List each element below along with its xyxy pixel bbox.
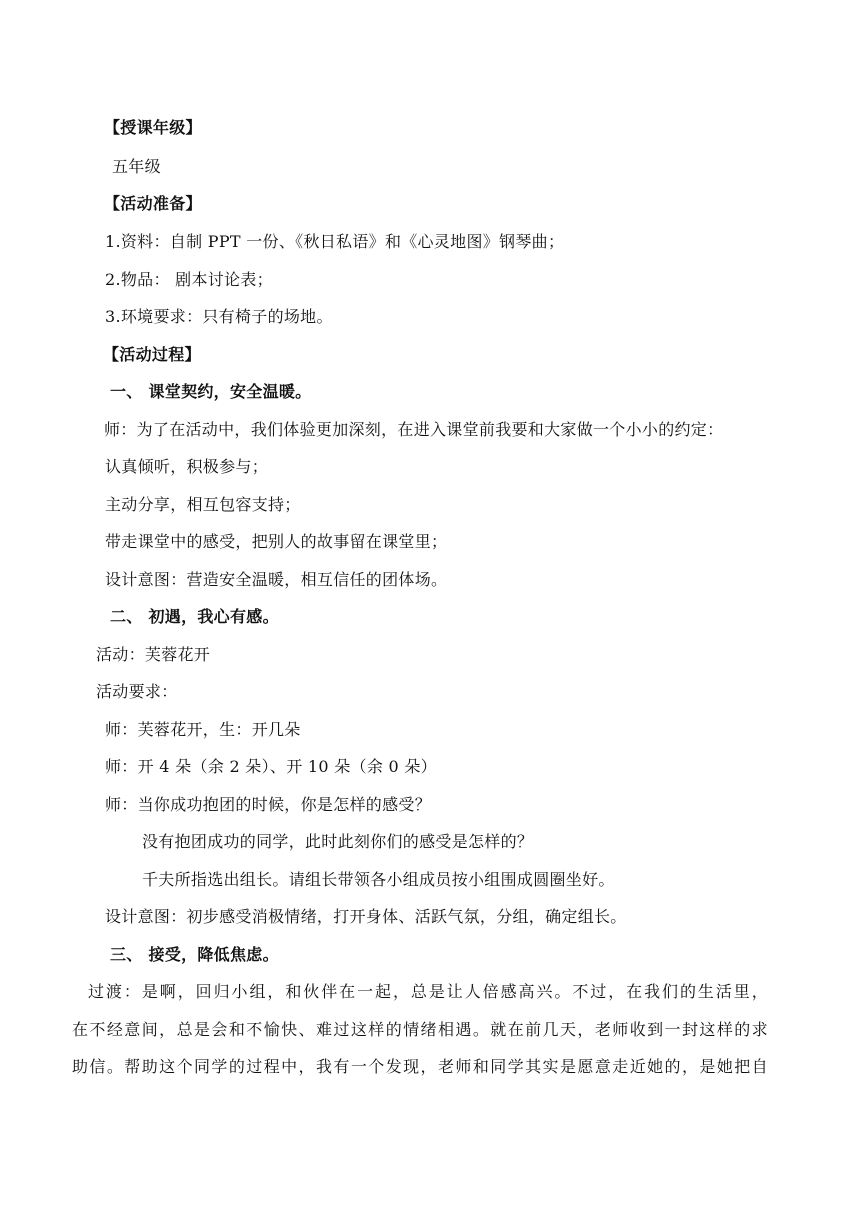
teacher-line-5: 千夫所指选出组长。请组长带领各小组成员按小组围成圆圈坐好。 <box>142 870 615 889</box>
activity-requirements: 活动要求： <box>96 682 178 701</box>
transition-paragraph-line-1: 过渡：是啊，回归小组，和伙伴在一起，总是让人倍感高兴。不过，在我们的生活里， <box>88 982 768 1001</box>
contract-rule-1: 认真倾听，积极参与； <box>105 457 269 476</box>
preparation-item-environment: 3.环境要求：只有椅子的场地。 <box>105 307 333 326</box>
section-heading-grade: 【授课年级】 <box>104 118 202 137</box>
contract-rule-3: 带走课堂中的感受，把别人的故事留在课堂里； <box>105 532 448 551</box>
teacher-line-3: 师：当你成功抱团的时候，你是怎样的感受？ <box>105 795 432 814</box>
activity-name: 活动：芙蓉花开 <box>96 645 211 664</box>
transition-paragraph-line-3: 助信。帮助这个同学的过程中，我有一个发现，老师和同学其实是愿意走近她的，是她把自 <box>72 1057 768 1076</box>
contract-rule-2: 主动分享，相互包容支持； <box>105 495 301 514</box>
design-intent-2: 设计意图：初步感受消极情绪，打开身体、活跃气氛，分组，确定组长。 <box>105 907 627 926</box>
teacher-line-4: 没有抱团成功的同学，此时此刻你们的感受是怎样的？ <box>142 832 534 851</box>
transition-paragraph-line-2: 在不经意间，总是会和不愉快、难过这样的情绪相遇。就在前几天，老师收到一封这样的求 <box>72 1020 768 1039</box>
teacher-line-2: 师：开 4 朵（余 2 朵）、开 10 朵（余 0 朵） <box>105 757 437 776</box>
section-heading-process: 【活动过程】 <box>103 345 201 364</box>
grade-value: 五年级 <box>112 157 161 176</box>
preparation-item-objects: 2.物品： 剧本讨论表； <box>105 270 273 289</box>
subheading-contract: 一、 课堂契约，安全温暖。 <box>110 382 312 401</box>
teacher-line-1: 师：芙蓉花开，生：开几朵 <box>105 720 301 739</box>
teacher-line-contract: 师：为了在活动中，我们体验更加深刻，在进入课堂前我要和大家做一个小小的约定： <box>104 420 724 439</box>
section-heading-preparation: 【活动准备】 <box>104 194 202 213</box>
subheading-acceptance: 三、 接受，降低焦虑。 <box>110 945 279 964</box>
subheading-first-meeting: 二、 初遇，我心有感。 <box>110 607 279 626</box>
preparation-item-materials: 1.资料：自制 PPT 一份、《秋日私语》和《心灵地图》钢琴曲； <box>105 232 565 251</box>
design-intent-1: 设计意图：营造安全温暖，相互信任的团体场。 <box>105 570 448 589</box>
